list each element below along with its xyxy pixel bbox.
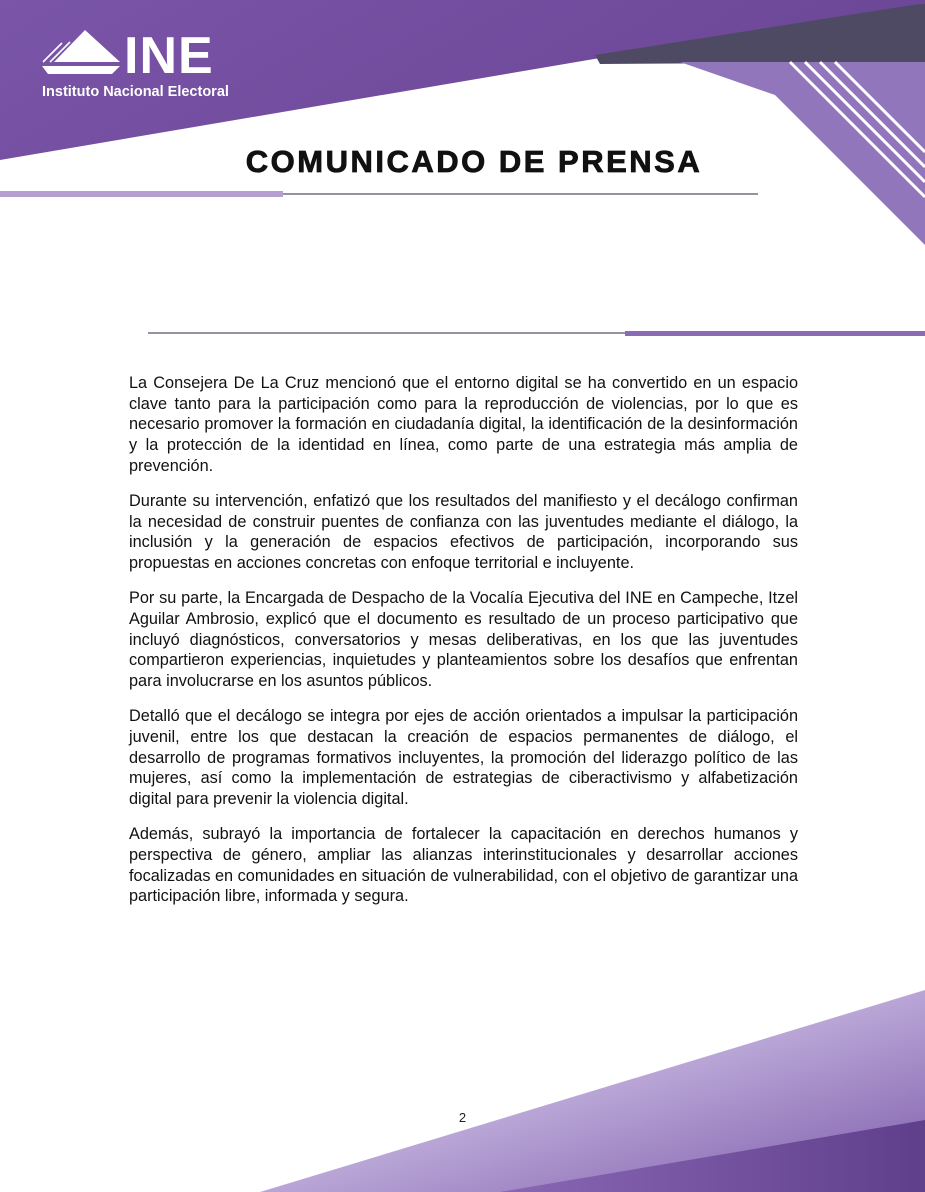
paragraph: Durante su intervención, enfatizó que los resultados del manifiesto y el decálogo confirman la necesidad de construir puentes de confianza con las juventudes mediante el diálogo, la inclusión y la generación de espacios efectivos de participación, incorporando sus propuestas en acciones concretas con enfoque territorial e incluyente. <box>129 492 798 573</box>
paragraph: Por su parte, la Encargada de Despacho de la Vocalía Ejecutiva del INE en Campeche, Itzel Aguilar Ambrosio, explicó que el documento es resultado de un proceso participativo que incluyó diagnósticos, conversatorios y mesas deliberativas, en los que las juventudes compartieron experiencias, inquietudes y planteamientos sobre los desafíos que enfrentan para involucrarse en los asuntos públicos. <box>129 589 798 691</box>
logo-subtitle: Instituto Nacional Electoral <box>42 84 229 100</box>
logo-wordmark: INE <box>124 27 214 85</box>
body-separator-accent <box>625 331 925 336</box>
paragraph: Además, subrayó la importancia de fortalecer la capacitación en derechos humanos y perspectiva de género, ampliar las alianzas interinstitucionales y desarrollar acciones focalizadas en comunidades en situación de vulnerabilidad, con el objetivo de garantizar una participación libre, informada y segura. <box>129 825 798 906</box>
footer-band <box>260 990 925 1192</box>
page-number: 2 <box>458 1110 467 1125</box>
page-title: COMUNICADO DE PRENSA <box>245 144 703 179</box>
header-accent-bar <box>0 191 283 197</box>
paragraph: Detalló que el decálogo se integra por ejes de acción orientados a impulsar la participación juvenil, entre los que destacan la creación de espacios permanentes de diálogo, el desarrollo de programas formativos incluyentes, la promoción del liderazgo político de las mujeres, así como la implementación de estrategias de ciberactivismo y alfabetización digital para prevenir la violencia digital. <box>129 707 798 809</box>
paragraph: La Consejera De La Cruz mencionó que el entorno digital se ha convertido en un espacio clave tanto para la participación como para la reproducción de violencias, por lo que es necesario promover la formación en ciudadanía digital, la identificación de la desinformación y la protección de la identidad en línea, como parte de una estrategia más amplia de prevención. <box>129 374 798 475</box>
body-text <box>129 373 798 922</box>
